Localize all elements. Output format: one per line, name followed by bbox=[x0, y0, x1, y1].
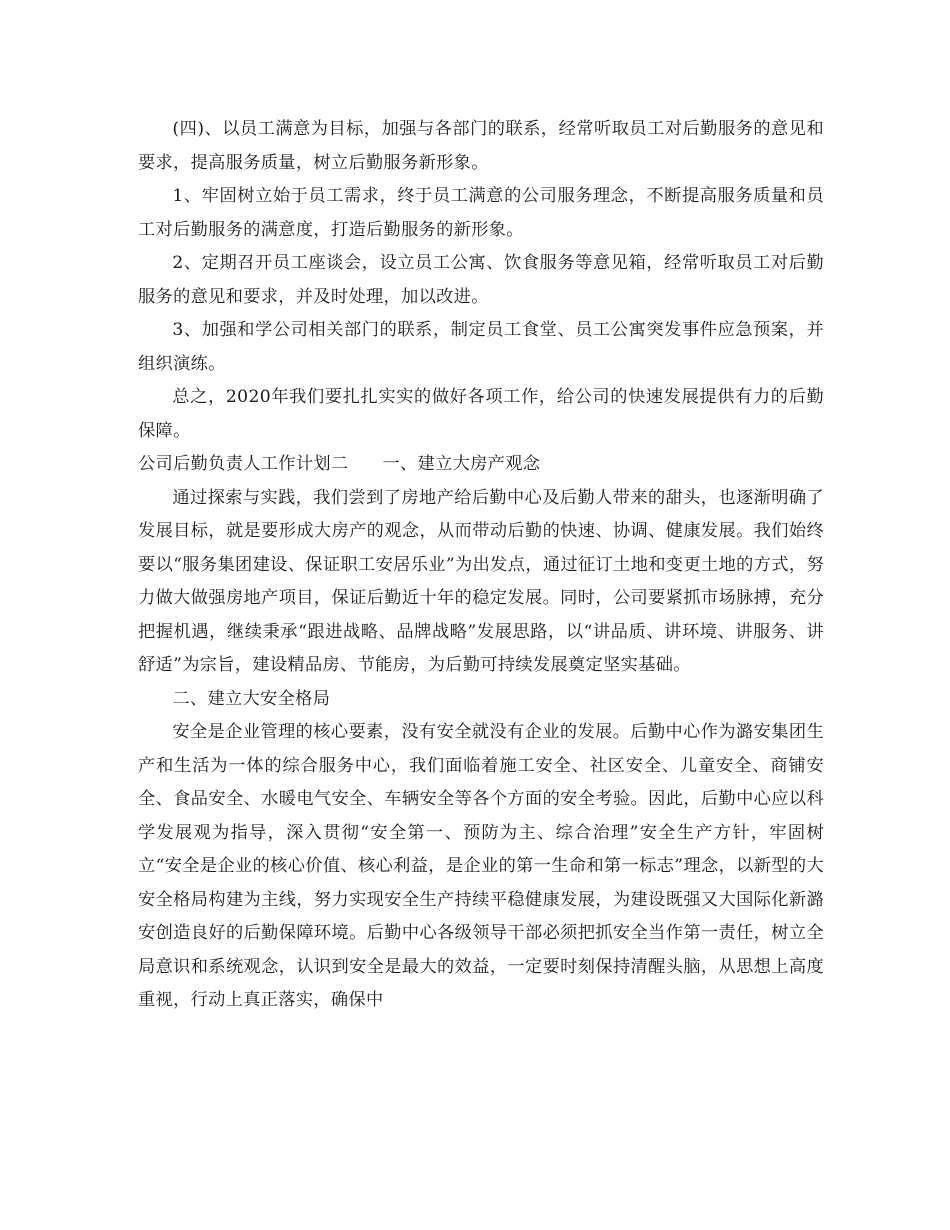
section-heading bbox=[138, 448, 824, 482]
paragraph-safety: 安全是企业管理的核心要素，没有安全就没有企业的发展。后勤中心作为潞安集团生产和生活为一体的综合服务中心，我们面临着施工安全、社区安全、儿童安全、商铺安全、食品安全、水暖电气安全、车辆安全等各个方面的安全考验。因此，后勤中心应以科学发展观为指导，深入贯彻“安全第一、预防为主、综合治理”安全生产方针，牢固树立“安全是企业的核心价值、核心利益，是企业的第一生命和第一标志”理念，以新型的大安全格局构建为主线，努力实现安全生产持续平稳健康发展，为建设既强又大国际化新潞安创造良好的后勤保障环境。后勤中心各级领导干部必须把抓安全当作第一责任，树立全局意识和系统观念，认识到安全是最大的效益，一定要时刻保持清醒头脑，从思想上高度重视，行动上真正落实，确保中 bbox=[138, 722, 824, 1010]
paragraph-item-3: 3、加强和学公司相关部门的联系，制定员工食堂、员工公寓突发事件应急预案，并组织演练。 bbox=[138, 320, 824, 374]
paragraph-item-2: 2、定期召开员工座谈会，设立员工公寓、饮食服务等意见箱，经常听取员工对后勤服务的意见和要求，并及时处理，加以改进。 bbox=[138, 253, 824, 307]
document-body bbox=[138, 113, 824, 1018]
paragraph-4-goal: (四)、以员工满意为目标，加强与各部门的联系，经常听取员工对后勤服务的意见和要求，提高服务质量，树立后勤服务新形象。 bbox=[138, 119, 824, 173]
paragraph-real-estate: 通过探索与实践，我们尝到了房地产给后勤中心及后勤人带来的甜头，也逐渐明确了发展目标，就是要形成大房产的观念，从而带动后勤的快速、协调、健康发展。我们始终要以“服务集团建设、保证职工安居乐业”为出发点，通过征订土地和变更土地的方式，努力做大做强房地产项目，保证后勤近十年的稳定发展。同时，公司要紧抓市场脉搏，充分把握机遇，继续秉承“跟进战略、品牌战略”发展思路，以“讲品质、讲环境、讲服务、讲舒适”为宗旨，建设精品房、节能房，为后勤可持续发展奠定坚实基础。 bbox=[138, 487, 824, 675]
section-subtitle: 一、建立大房产观念 bbox=[382, 454, 541, 474]
subheading-safety: 二、建立大安全格局 bbox=[172, 688, 331, 709]
paragraph-item-1: 1、牢固树立始于员工需求，终于员工满意的公司服务理念，不断提高服务质量和员工对后勤服务的满意度，打造后勤服务的新形象。 bbox=[138, 186, 824, 240]
section-title: 公司后勤负责人工作计划二 bbox=[138, 454, 349, 474]
paragraph-summary: 总之，2020年我们要扎扎实实的做好各项工作，给公司的快速发展提供有力的后勤保障。 bbox=[138, 387, 824, 441]
